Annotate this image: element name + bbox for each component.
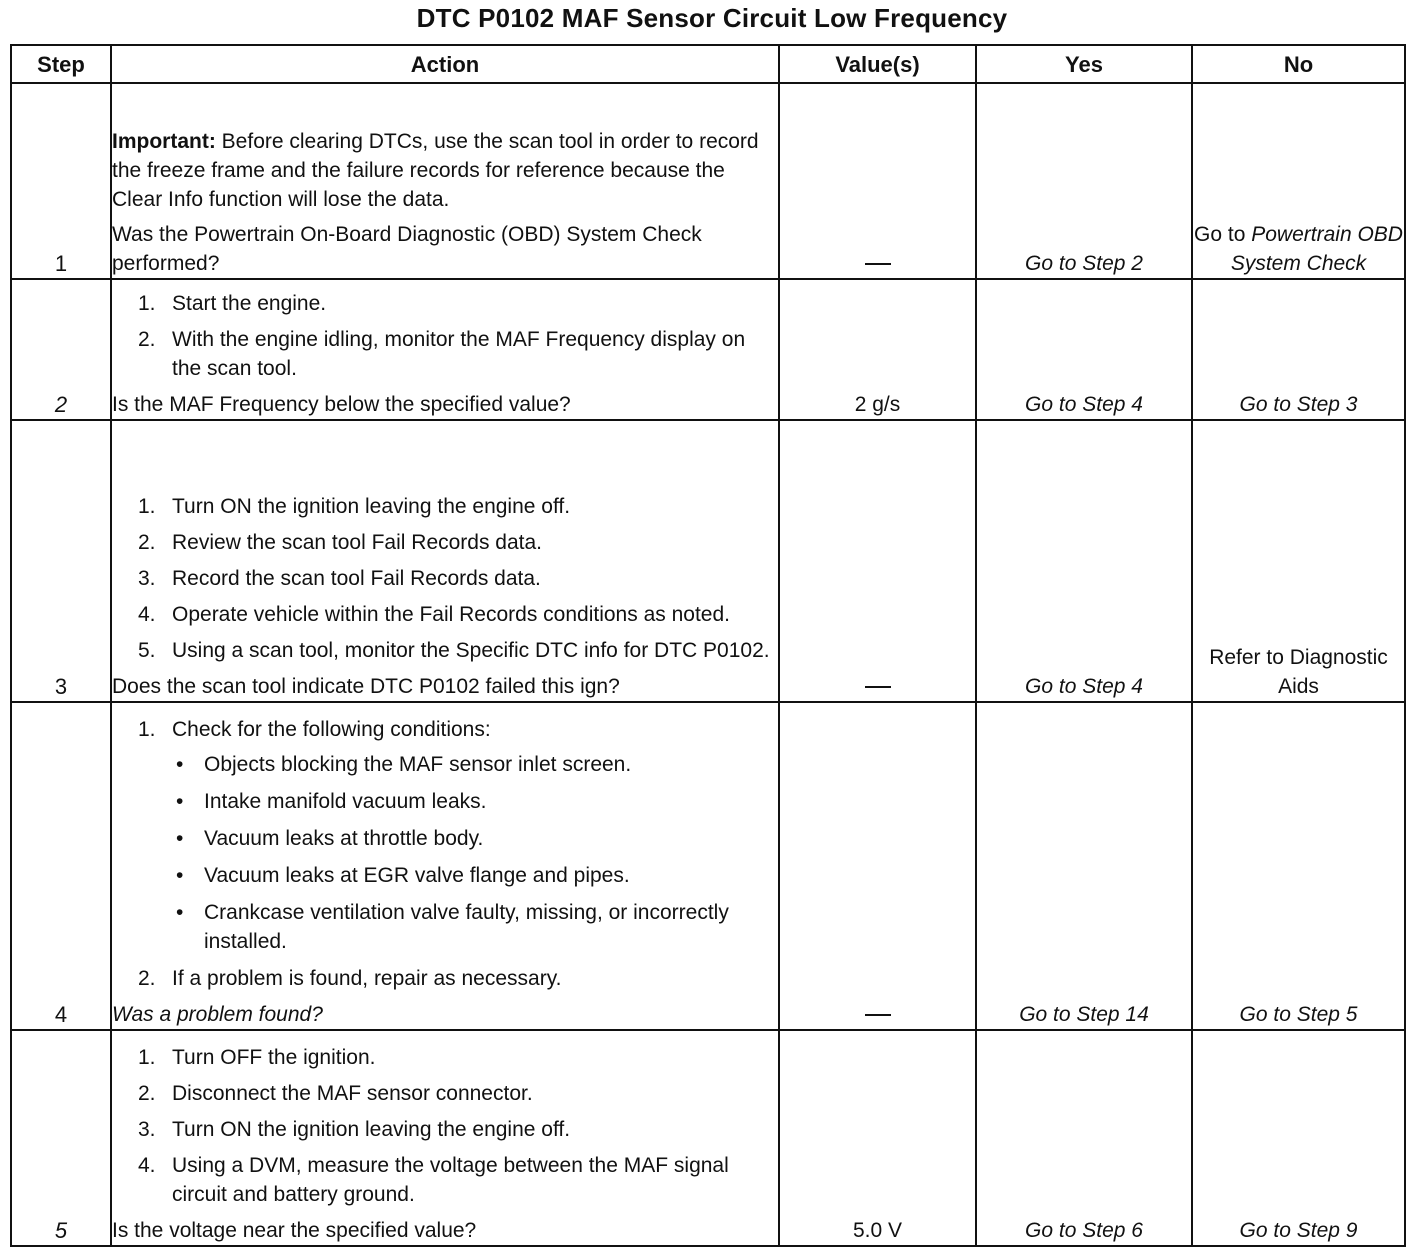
action-list — [112, 492, 778, 665]
yes-cell: Go to Step 2 — [976, 83, 1192, 279]
bullet-item: • Intake manifold vacuum leaks. — [176, 790, 487, 813]
step-number: 2 — [11, 279, 111, 420]
important-text: Before clearing DTCs, use the scan tool in order to record the freeze frame and the failure records for reference because the Clear Info function will lose the data. — [112, 130, 759, 211]
header-step: Step — [11, 45, 111, 83]
header-no: No — [1192, 45, 1405, 83]
value-cell: 5.0 V — [779, 1030, 976, 1246]
important-note — [112, 127, 778, 214]
step-question: Is the MAF Frequency below the specified value? — [112, 393, 571, 416]
table-row-step-2 — [11, 279, 1405, 420]
diagnostic-table — [10, 44, 1406, 1247]
list-item: 3. Record the scan tool Fail Records data. — [138, 567, 541, 590]
list-item: 1. Turn ON the ignition leaving the engine off. — [138, 495, 571, 518]
action-cell — [111, 279, 779, 420]
list-item: 2. Review the scan tool Fail Records data. — [138, 531, 543, 554]
no-cell: Go to Step 9 — [1192, 1030, 1405, 1246]
list-item: 2. Disconnect the MAF sensor connector. — [138, 1082, 533, 1105]
yes-cell: Go to Step 6 — [976, 1030, 1192, 1246]
list-item: 1. Check for the following conditions: • Objects blocking the MAF sensor inlet screen. • Intake manifold vacuum leaks. • Vacuum leaks at throttle body. • Vacuum leaks at EGR valve flange and pipes. • Crankcase ventilation valve faulty, missing, or incorrectly installed. — [112, 715, 778, 956]
step-question: Does the scan tool indicate DTC P0102 failed this ign? — [112, 675, 620, 698]
step-question: Was the Powertrain On-Board Diagnostic (OBD) System Check performed? — [112, 223, 702, 275]
action-cell — [111, 702, 779, 1030]
action-cell — [111, 420, 779, 702]
important-label: Important: — [112, 130, 216, 153]
list-item: 2. With the engine idling, monitor the MAF Frequency display on the scan tool. — [138, 328, 746, 380]
step-question: Was a problem found? — [112, 1003, 323, 1026]
list-item: 3. Turn ON the ignition leaving the engine off. — [138, 1118, 571, 1141]
step-number: 5 — [11, 1030, 111, 1246]
header-yes: Yes — [976, 45, 1192, 83]
value-dash — [865, 263, 891, 265]
step-number: 4 — [11, 702, 111, 1030]
yes-cell: Go to Step 14 — [976, 702, 1192, 1030]
action-list — [112, 289, 778, 383]
table-row-step-3 — [11, 420, 1405, 702]
header-action: Action — [111, 45, 779, 83]
page-title: DTC P0102 MAF Sensor Circuit Low Frequency — [416, 3, 1008, 33]
table-row-step-5 — [11, 1030, 1405, 1246]
step-question: Is the voltage near the specified value? — [112, 1219, 477, 1242]
table-row-step-4 — [11, 702, 1405, 1030]
no-link: Powertrain OBD System Check — [1230, 223, 1403, 275]
list-item: 1. Turn OFF the ignition. — [138, 1046, 376, 1069]
value-cell — [779, 702, 976, 1030]
table-row-step-1 — [11, 83, 1405, 279]
list-item: 4. Using a DVM, measure the voltage between the MAF signal circuit and battery ground. — [138, 1154, 729, 1206]
value-dash — [865, 686, 891, 688]
list-item: 1. Start the engine. — [138, 292, 327, 315]
no-cell: Refer to Diagnostic Aids — [1192, 420, 1405, 702]
action-list — [112, 1043, 778, 1209]
list-item: 4. Operate vehicle within the Fail Records conditions as noted. — [138, 603, 730, 626]
value-cell — [779, 83, 976, 279]
action-cell — [111, 1030, 779, 1246]
step-number: 1 — [11, 83, 111, 279]
no-cell: Go to Step 3 — [1192, 279, 1405, 420]
step-number: 3 — [11, 420, 111, 702]
value-cell — [779, 420, 976, 702]
value-dash — [865, 1014, 891, 1016]
header-row — [11, 45, 1405, 83]
value-cell: 2 g/s — [779, 279, 976, 420]
action-cell — [111, 83, 779, 279]
yes-cell: Go to Step 4 — [976, 420, 1192, 702]
bullet-item: • Vacuum leaks at throttle body. — [176, 827, 484, 850]
bullet-item: • Objects blocking the MAF sensor inlet screen. — [176, 753, 632, 776]
no-prefix: Go to — [1194, 223, 1246, 246]
list-item: 2. If a problem is found, repair as necessary. — [138, 967, 562, 990]
bullet-item: • Crankcase ventilation valve faulty, missing, or incorrectly installed. — [176, 901, 729, 953]
condition-list — [172, 750, 778, 956]
header-values: Value(s) — [779, 45, 976, 83]
list-item: 5. Using a scan tool, monitor the Specific DTC info for DTC P0102. — [138, 639, 770, 662]
no-cell — [1192, 83, 1405, 279]
bullet-item: • Vacuum leaks at EGR valve flange and pipes. — [176, 864, 630, 887]
yes-cell: Go to Step 4 — [976, 279, 1192, 420]
action-list — [112, 715, 778, 993]
no-cell: Go to Step 5 — [1192, 702, 1405, 1030]
